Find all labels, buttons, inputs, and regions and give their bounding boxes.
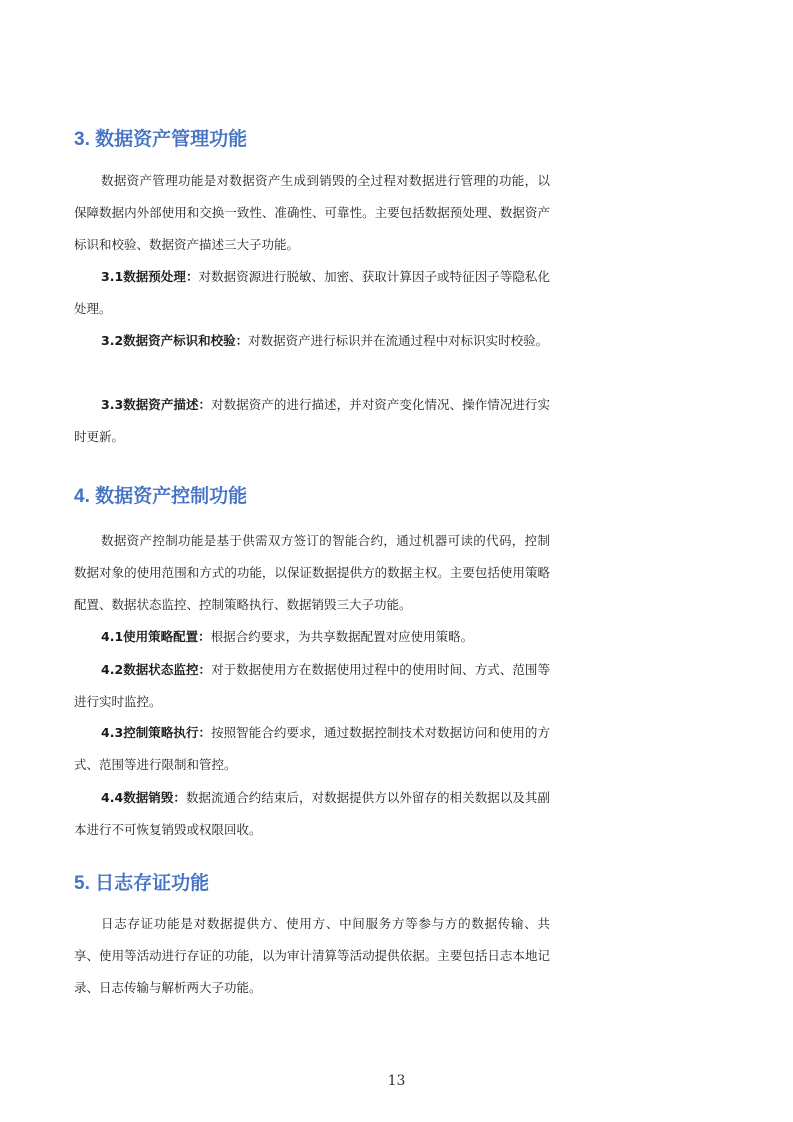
item-text: 数据流通合约结束后，对数据提供方以外留存的相关数据以及其副本进行不可恢复销毁或权限回收。 [74, 790, 550, 837]
section-3-intro: 数据资产管理功能是对数据资产生成到销毁的全过程对数据进行管理的功能，以保障数据内外部使用和交换一致性、准确性、可靠性。主要包括数据预处理、数据资产标识和校验、数据资产描述三大子功能。 [74, 173, 550, 252]
section-4-item-3 [74, 717, 550, 781]
page-number: 13 [387, 1073, 406, 1089]
section-4-heading: 4. 数据资产控制功能 [74, 486, 248, 507]
item-label: 4.1使用策略配置： [101, 629, 211, 644]
section-3-heading: 3. 数据资产管理功能 [74, 129, 248, 150]
section-5-intro: 日志存证功能是对数据提供方、使用方、中间服务方等参与方的数据传输、共享、使用等活动进行存证的功能，以为审计清算等活动提供依据。主要包括日志本地记录、日志传输与解析两大子功能。 [74, 916, 550, 995]
section-4-item-4 [74, 782, 550, 846]
item-text: 对数据资产进行标识并在流通过程中对标识实时校验。 [248, 333, 549, 348]
item-text: 对于数据使用方在数据使用过程中的使用时间、方式、范围等进行实时监控。 [74, 662, 550, 709]
section-3-item-3 [74, 389, 550, 453]
section-4-item-2 [74, 654, 550, 718]
item-label: 4.3控制策略执行： [101, 725, 212, 740]
item-text: 对数据资源进行脱敏、加密、获取计算因子或特征因子等隐私化处理。 [74, 269, 550, 316]
item-label: 3.1数据预处理： [101, 269, 199, 284]
item-text: 按照智能合约要求，通过数据控制技术对数据访问和使用的方式、范围等进行限制和管控。 [74, 725, 550, 772]
item-label: 3.3数据资产描述： [101, 397, 212, 412]
section-4-item-1 [74, 621, 550, 653]
section-3-item-2 [74, 325, 550, 357]
section-5-heading: 5. 日志存证功能 [74, 873, 210, 894]
item-text: 对数据资产的进行描述，并对资产变化情况、操作情况进行实时更新。 [74, 397, 550, 444]
item-label: 4.4数据销毁： [101, 790, 186, 805]
section-4-intro: 数据资产控制功能是基于供需双方签订的智能合约，通过机器可读的代码，控制数据对象的使用范围和方式的功能，以保证数据提供方的数据主权。主要包括使用策略配置、数据状态监控、控制策略执行、数据销毁三大子功能。 [74, 533, 550, 612]
item-label: 4.2数据状态监控： [101, 662, 212, 677]
item-text: 根据合约要求，为共享数据配置对应使用策略。 [210, 629, 474, 644]
item-label: 3.2数据资产标识和校验： [101, 333, 249, 348]
section-3-item-1 [74, 261, 550, 325]
